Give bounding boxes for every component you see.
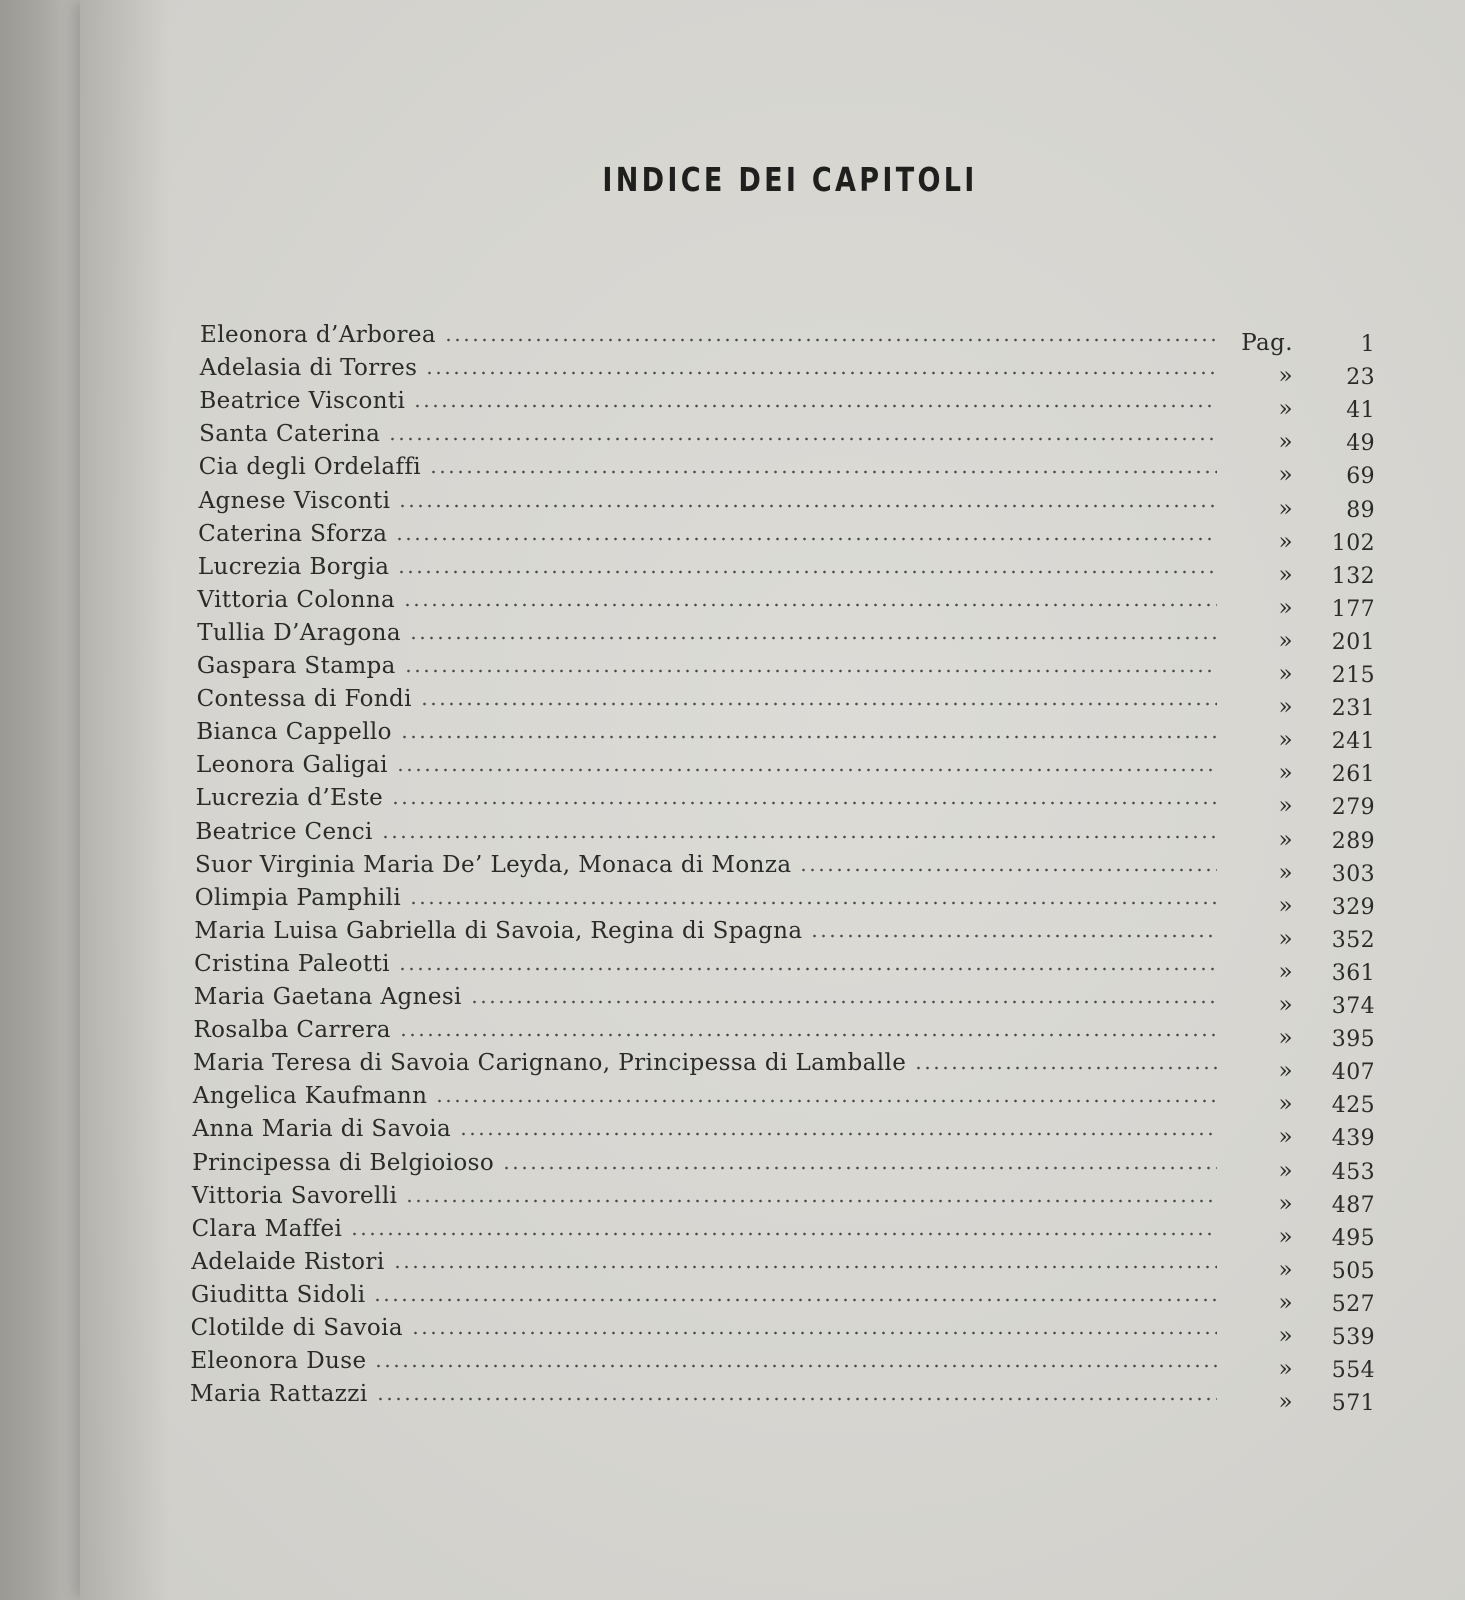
dot-leader (388, 436, 1217, 442)
toc-entry-title: Adelaide Ristori (191, 1248, 385, 1275)
page-number: 554 (1331, 1358, 1375, 1384)
page-number: 539 (1331, 1325, 1375, 1350)
page-label: » (1278, 859, 1293, 886)
page-label: » (1278, 594, 1293, 621)
toc-entry-title: Agnese Visconti (198, 487, 391, 514)
dot-leader (409, 900, 1217, 906)
dot-leader (374, 1363, 1217, 1369)
toc-entry (193, 1011, 1375, 1053)
toc-entry (196, 680, 1375, 722)
toc-entry-title: Lucrezia d’Este (195, 785, 384, 812)
toc-entry (197, 581, 1376, 622)
toc-entry (192, 1110, 1376, 1152)
toc-entry (195, 813, 1375, 854)
page-number: 177 (1331, 596, 1375, 622)
page-number: 279 (1331, 795, 1375, 821)
page-label: » (1278, 793, 1293, 820)
page-number: 329 (1331, 894, 1375, 920)
toc-entry (198, 515, 1375, 556)
page-label: » (1278, 462, 1293, 489)
page-label: » (1278, 1256, 1293, 1283)
toc-entry-title: Leonora Galigai (195, 752, 388, 779)
toc-entry-title: Lucrezia Borgia (197, 553, 390, 580)
toc-entry-title: Angelica Kaufmann (192, 1083, 428, 1110)
page-number: 261 (1331, 762, 1375, 788)
page-number: 1 (1360, 332, 1375, 357)
dot-leader (405, 1198, 1217, 1204)
toc-entry-title: Clara Maffei (191, 1215, 343, 1242)
page-label: » (1278, 363, 1293, 390)
toc-entry (200, 316, 1375, 357)
page-label: » (1278, 429, 1293, 456)
page-label: » (1278, 1356, 1293, 1383)
toc-entry (195, 746, 1375, 788)
dot-leader (429, 469, 1217, 475)
toc-entry (196, 647, 1375, 688)
toc-entry (193, 978, 1375, 1019)
page-number: 49 (1346, 431, 1375, 457)
page-label: » (1278, 1091, 1293, 1118)
toc-entry (194, 912, 1375, 953)
dot-leader (810, 933, 1217, 939)
dot-leader (502, 1165, 1217, 1171)
toc-entry (197, 614, 1375, 655)
page-label: » (1278, 892, 1293, 919)
dot-leader (398, 503, 1217, 509)
toc-entry (191, 1210, 1375, 1251)
page-number: 102 (1331, 530, 1375, 556)
page-number: 361 (1331, 960, 1375, 986)
toc-entry (192, 1077, 1375, 1119)
dot-leader (393, 1264, 1217, 1270)
toc-entry (196, 713, 1375, 755)
page-number: 132 (1331, 563, 1375, 589)
dot-leader (914, 1065, 1217, 1071)
toc-entry-title: Cristina Paleotti (194, 950, 390, 977)
toc-entry-title: Maria Teresa di Savoia Carignano, Principessa di Lamballe (193, 1050, 907, 1077)
toc-entry-title: Eleonora Duse (190, 1348, 367, 1375)
dot-leader (397, 569, 1217, 575)
page-label: » (1278, 1323, 1293, 1349)
page-label: » (1278, 1025, 1293, 1052)
toc-entry (197, 548, 1375, 589)
toc-entry-title: Eleonora d’Arborea (200, 322, 437, 348)
page-label: » (1278, 661, 1293, 687)
toc-entry (198, 448, 1375, 490)
toc-entry-title: Gaspara Stampa (196, 653, 396, 679)
toc-entry (193, 1044, 1375, 1086)
toc-entry-title: Principessa di Belgioioso (192, 1149, 495, 1176)
toc-entry-title: Giuditta Sidoli (190, 1281, 366, 1308)
page-number: 439 (1331, 1126, 1375, 1152)
page-number: 487 (1331, 1192, 1375, 1218)
page-label: » (1278, 727, 1293, 754)
dot-leader (409, 635, 1217, 641)
toc-entry (199, 382, 1375, 424)
toc-entry-title: Olimpia Pamphili (194, 884, 402, 911)
page-label: » (1278, 694, 1293, 721)
page-label: » (1278, 1223, 1293, 1250)
dot-leader (400, 734, 1217, 740)
dot-leader (398, 966, 1217, 972)
dot-leader (350, 1231, 1217, 1237)
page-number: 215 (1331, 663, 1375, 688)
dot-leader (391, 800, 1217, 806)
page-label: » (1278, 1124, 1293, 1151)
dot-leader (413, 403, 1217, 409)
page-number: 374 (1331, 994, 1375, 1019)
dot-leader (404, 668, 1217, 674)
dot-leader (470, 999, 1217, 1005)
page-number: 495 (1331, 1225, 1375, 1251)
dot-leader (403, 602, 1217, 608)
toc-entry-title: Rosalba Carrera (193, 1017, 391, 1044)
page-label: » (1278, 826, 1293, 853)
page-label: » (1278, 1389, 1293, 1416)
page-number: 425 (1331, 1093, 1375, 1119)
toc-entry-title: Maria Rattazzi (190, 1381, 368, 1408)
page-label: » (1278, 1289, 1293, 1316)
toc-entry-title: Vittoria Savorelli (191, 1182, 398, 1209)
page-number: 89 (1346, 497, 1375, 523)
toc-entry (199, 349, 1375, 391)
toc-entry-title: Anna Maria di Savoia (192, 1116, 452, 1143)
toc-entry (194, 945, 1375, 986)
page-number: 241 (1331, 729, 1375, 755)
page-number: 395 (1331, 1027, 1375, 1053)
dot-leader (799, 867, 1217, 873)
page-number: 407 (1331, 1060, 1375, 1086)
toc-entry-title: Beatrice Cenci (195, 818, 373, 845)
page-label: » (1278, 1157, 1293, 1184)
page-number: 289 (1331, 828, 1375, 854)
dot-leader (459, 1131, 1217, 1137)
dot-leader (399, 1032, 1217, 1038)
page-number: 23 (1346, 365, 1375, 391)
toc-entry (192, 1144, 1375, 1185)
toc-entry (195, 779, 1375, 821)
toc-entry (198, 482, 1375, 523)
toc-entry-title: Clotilde di Savoia (190, 1315, 403, 1341)
page-number: 571 (1331, 1391, 1375, 1417)
toc-entry-title: Beatrice Visconti (199, 388, 406, 415)
toc-entry-title: Vittoria Colonna (197, 586, 396, 613)
page-title: INDICE DEI CAPITOLI (602, 160, 978, 199)
toc-entry-title: Maria Luisa Gabriella di Savoia, Regina di Spagna (194, 917, 803, 944)
toc-entry (191, 1177, 1375, 1218)
toc-entry-title: Caterina Sforza (198, 520, 388, 547)
page-label: » (1278, 925, 1293, 952)
toc-entry (199, 415, 1375, 457)
page-number: 352 (1331, 927, 1375, 953)
page-number: 527 (1331, 1291, 1375, 1317)
toc-entry (194, 879, 1375, 920)
page-label: » (1278, 992, 1293, 1018)
page-number: 453 (1331, 1159, 1375, 1185)
dot-leader (411, 1330, 1217, 1336)
toc-entry (190, 1309, 1375, 1350)
page-number: 231 (1331, 696, 1375, 722)
page-label: » (1278, 396, 1293, 423)
page-label: » (1278, 627, 1293, 654)
toc-entry (190, 1342, 1375, 1384)
toc-entry (190, 1375, 1375, 1417)
dot-leader (381, 834, 1217, 840)
toc-entry (195, 846, 1375, 887)
toc-entry-title: Suor Virginia Maria De’ Leyda, Monaca di Monza (195, 851, 792, 878)
page-number: 69 (1346, 464, 1375, 490)
dot-leader (435, 1098, 1217, 1104)
toc-entry-title: Adelasia di Torres (199, 355, 418, 382)
dot-leader (444, 337, 1217, 343)
toc-entry-title: Santa Caterina (199, 421, 381, 448)
dot-leader (420, 701, 1217, 707)
page-number: 41 (1346, 398, 1375, 424)
page-label: » (1278, 958, 1293, 985)
page-number: 303 (1331, 861, 1375, 887)
toc-entry (191, 1243, 1375, 1284)
page-label: » (1278, 1190, 1293, 1217)
dot-leader (373, 1297, 1217, 1303)
page-label: Pag. (1241, 330, 1293, 356)
toc-entry-title: Cia degli Ordelaffi (198, 454, 422, 481)
toc-entry-title: Bianca Cappello (196, 719, 392, 746)
dot-leader (396, 767, 1217, 773)
dot-leader (376, 1396, 1217, 1402)
page-label: » (1278, 528, 1293, 555)
page-label: » (1278, 495, 1293, 522)
page-number: 201 (1331, 629, 1375, 655)
page-label: » (1278, 760, 1293, 787)
page-label: » (1278, 561, 1293, 588)
toc-entry (190, 1276, 1375, 1317)
dot-leader (395, 536, 1217, 542)
toc-entry-title: Maria Gaetana Agnesi (193, 984, 462, 1010)
page-number: 505 (1331, 1258, 1375, 1284)
dot-leader (425, 370, 1217, 376)
toc-entry-title: Tullia D’Aragona (197, 619, 401, 646)
toc-entry-title: Contessa di Fondi (196, 686, 412, 713)
page-label: » (1278, 1058, 1293, 1085)
